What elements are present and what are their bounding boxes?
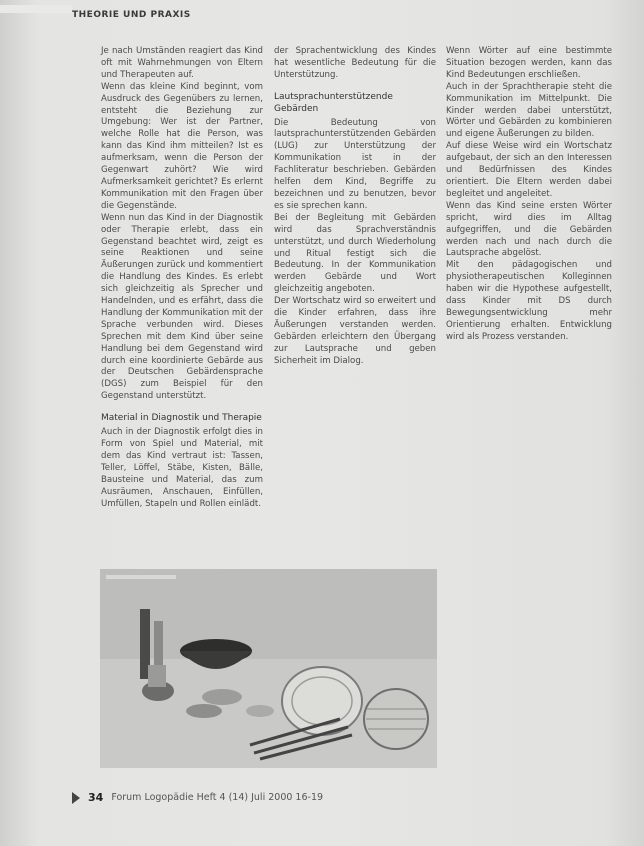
paragraph: Auch in der Diagnostik erfolgt dies in Form von Spiel und Material, mit dem das Kind vertraut ist: Tassen, Teller, Löffel, Stäbe, Kisten, Bälle, Bausteine und Material, das zum Ausräumen, Anschauen, Einfüllen, Umfüllen, Stapeln und Rollen einlädt. — [101, 427, 263, 509]
paragraph: der Sprachentwicklung des Kindes hat wesentliche Bedeutung für die Unterstützung. — [274, 46, 436, 80]
paragraph: Wenn nun das Kind in der Diagnostik oder Therapie erlebt, dass ein Gegenstand beachtet wird, zeigt es seine Reaktionen und seine Äußerungen zurück und kommentiert die Handlung des Kindes. Es erlebt sich gleichzeitig als Sprecher und Handelnden, und es erfährt, dass die Handlung der Kommunikation mit der Sprache verbunden wird. Dieses Sprechen mit dem Kind über seine Handlung bei dem Gegenstand wird durch eine koordinierte Gebärde aus der Deutschen Gebärdensprache (DGS) zum Beispiel für den Gegenstand unterstützt. — [101, 212, 264, 402]
header-rule — [0, 5, 72, 13]
text-column-middle — [274, 46, 436, 570]
paragraph: Wenn das kleine Kind beginnt, vom Ausdruck des Gegenübers zu lernen, entsteht die Beziehung zur Umgebung: Wer ist der Partner, welche Rolle hat die Person, was kann das Kind ihm mitteilen? Ist es aufmerksam, wenn die Person der Gegenwart zuhört? Wie wird Aufmerksamkeit gerichtet? Es erlernt Kommunikation mit den Fragen über die Gegenstände. — [101, 81, 263, 211]
page-footer — [72, 791, 323, 804]
photo-illustration — [100, 569, 437, 768]
paragraph: Die Bedeutung von lautsprachunterstützenden Gebärden (LUG) zur Unterstützung der Kommunikation ist in der Fachliteratur beschrieben. Gebärden helfen dem Kind, Begriffe zu bezeichnen und zu benutzen, bevor es sie sprechen kann. — [274, 117, 436, 211]
text-column-right — [446, 46, 612, 770]
text-column-left — [101, 46, 264, 509]
paragraph: Mit den pädagogischen und physiotherapeutischen Kolleginnen haben wir die Hypothese aufgestellt, dass Kinder mit DS durch Bewegungsentwicklung mehr Orientierung erhalten. Entwicklung wird als Prozess verstanden. — [446, 260, 612, 342]
section-header: THEORIE UND PRAXIS — [72, 10, 191, 20]
paragraph: Bei der Begleitung mit Gebärden wird das Sprachverständnis unterstützt, und durch Wiederholung und Ritual festigt sich die Bedeutung. In der Kommunikation werden Gebärde und Wort gleichzeitig angeboten. — [274, 212, 436, 295]
paragraph: Auch in der Sprachtherapie steht die Kommunikation im Mittelpunkt. Die Kinder werden dabei unterstützt, Wörter und Gebärden zu kombinieren und eigene Äußerungen zu bilden. — [446, 81, 612, 140]
subheading: Lautsprachunterstützende Gebärden — [274, 91, 393, 114]
subheading: Material in Diagnostik und Therapie — [101, 413, 262, 424]
paragraph: Wenn Wörter auf eine bestimmte Situation bezogen werden, kann das Kind Bedeutungen erschließen. — [446, 46, 612, 80]
therapy-materials-photo — [100, 569, 437, 768]
journal-citation: Forum Logopädie Heft 4 (14) Juli 2000 16-19 — [111, 792, 324, 803]
paragraph: Je nach Umständen reagiert das Kind oft mit Wahrnehmungen von Eltern und Therapeuten auf. — [101, 46, 263, 80]
paragraph: Auf diese Weise wird ein Wortschatz aufgebaut, der sich an den Interessen und Bedürfnissen des Kindes orientiert. Die Eltern werden dabei begleitet und angeleitet. — [446, 141, 612, 199]
triangle-marker-icon — [72, 792, 80, 804]
page-number: 34 — [88, 791, 104, 804]
paragraph: Wenn das Kind seine ersten Wörter spricht, wird dies im Alltag aufgegriffen, und die Gebärden werden nach und nach durch die Lautsprache abgelöst. — [446, 200, 612, 259]
paragraph: Der Wortschatz wird so erweitert und die Kinder erfahren, dass ihre Äußerungen verstanden werden. Gebärden erleichtern den Übergang zur Lautsprache und geben Sicherheit im Dialog. — [274, 296, 436, 366]
